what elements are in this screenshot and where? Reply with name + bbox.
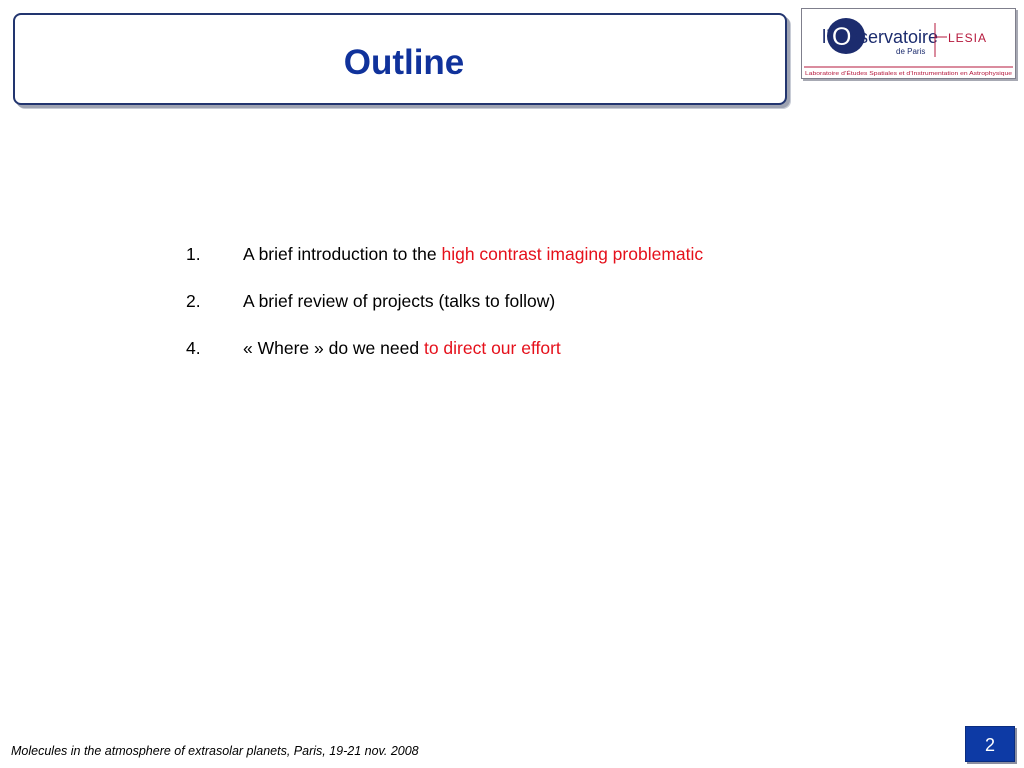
agenda-item (186, 244, 826, 291)
agenda-text (243, 291, 555, 312)
agenda-number: 2. (186, 291, 201, 311)
agenda-highlight: high contrast imaging problematic (441, 244, 704, 264)
logo-lab-name: Laboratoire d’Études Spatiales et d’Instrumentation en Astrophysique (805, 71, 974, 77)
logo-prefix: l’ (822, 27, 831, 48)
agenda-text (243, 244, 703, 265)
logo-initial: O (832, 23, 852, 51)
agenda-number: 1. (186, 244, 201, 264)
logo-name: bservatoire (849, 27, 939, 47)
footer-text: Molecules in the atmosphere of extrasolar planets, Paris, 19-21 nov. 2008 (11, 744, 419, 758)
agenda-plain: A brief introduction to the (243, 244, 442, 264)
logo-graphic (802, 9, 1015, 78)
agenda-list (186, 244, 826, 385)
logo-subtitle: de Paris (896, 47, 926, 56)
observatoire-lesia-logo (801, 8, 1016, 79)
page-number-badge: 2 (965, 726, 1015, 762)
logo-lesia: LESIA (948, 31, 988, 45)
slide-title: Outline (343, 43, 465, 82)
agenda-highlight: to direct our effort (423, 338, 561, 358)
agenda-item (186, 291, 826, 338)
agenda-plain: A brief review of projects (talks to follow) (243, 291, 556, 311)
agenda-number: 4. (186, 338, 201, 358)
agenda-plain: « Where » do we need (243, 338, 424, 358)
title-box (13, 13, 787, 105)
agenda-text (243, 338, 561, 359)
agenda-item (186, 338, 826, 385)
